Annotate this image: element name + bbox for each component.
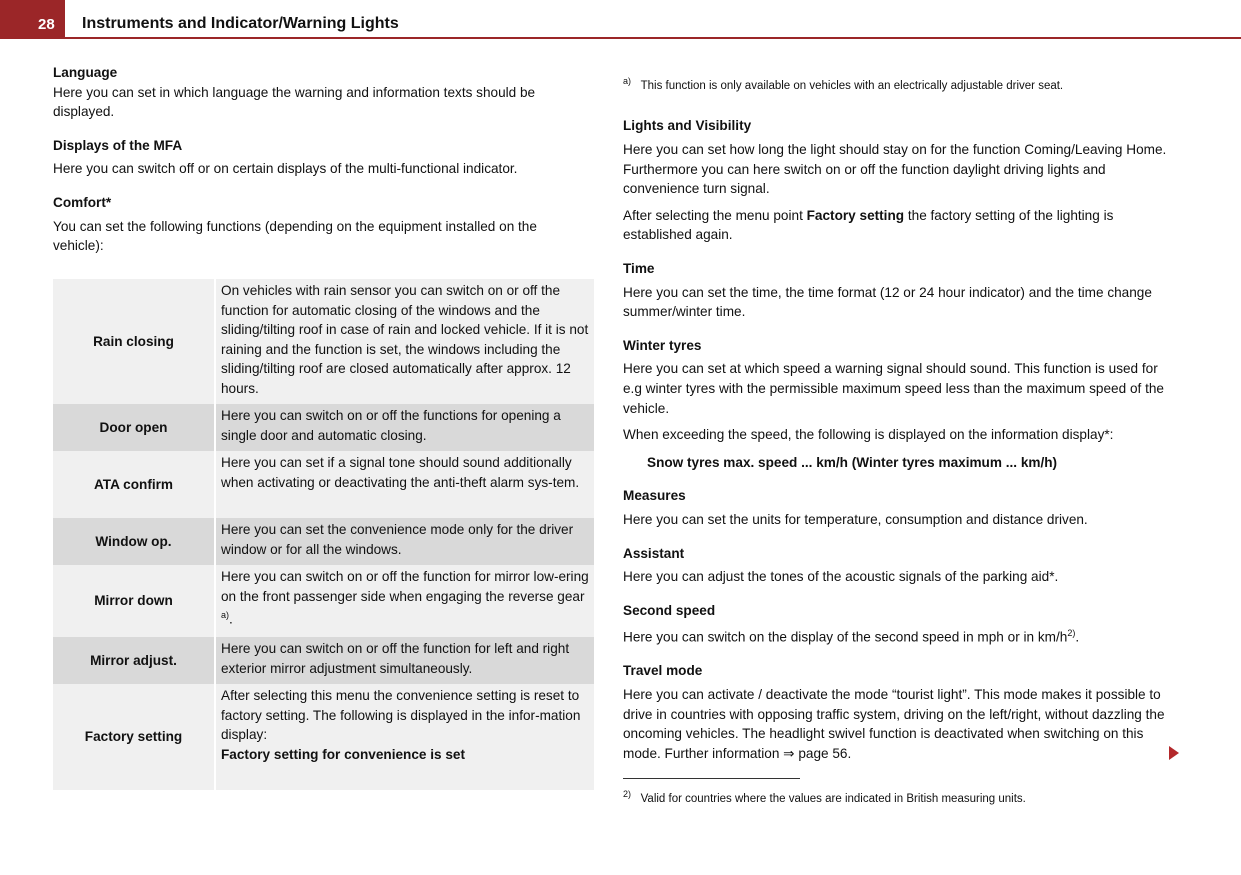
row-value: Here you can set if a signal tone should sound additionally when activating or deactivating the anti-theft alarm sys-tem.: [221, 455, 580, 490]
footnote-divider: [623, 778, 800, 779]
text-part: the factory setting of the lighting is established again.: [623, 207, 1114, 243]
table-row: [53, 518, 594, 565]
text-bold: Factory setting: [806, 207, 905, 223]
heading-time: Time: [623, 260, 655, 276]
footnote-mark: 2): [623, 789, 632, 799]
row-value: [215, 565, 594, 637]
row-key: Mirror adjust.: [53, 637, 215, 684]
row-key: Rain closing: [53, 279, 215, 404]
heading-assistant: Assistant: [623, 545, 685, 561]
heading-winter: Winter tyres: [623, 337, 702, 353]
table-row: [53, 565, 594, 637]
footnote-text: This function is only available on vehicles with an electrically adjustable driver seat.: [640, 79, 1064, 92]
row-value-text: After selecting this menu the convenience setting is reset to factory setting. The following is displayed in the infor-mation display:: [221, 688, 581, 743]
footnote-ref: a): [221, 610, 230, 621]
header-accent: [0, 0, 65, 38]
footnote-2: [623, 789, 1026, 805]
text-measures: Here you can set the units for temperature, consumption and distance driven.: [623, 511, 1088, 527]
row-value: Here you can switch on or off the function for left and right exterior mirror adjustment simultaneously.: [221, 641, 570, 676]
text-part: After selecting the menu point: [623, 207, 807, 223]
text-lights-factory: [623, 206, 1168, 245]
footnote-ref: 2): [1067, 628, 1076, 639]
left-column: [53, 63, 578, 256]
header-rule: [0, 37, 1241, 39]
text-travel: Here you can activate / deactivate the mode “tourist light”. This mode makes it possible to drive in countries with opposing traffic system, driving on the left/right, without dazzling the oncoming vehicles. The headlight swivel function is deactivated when switching on this mode. Further information ⇒ page 56.: [623, 687, 1165, 761]
page-title: Instruments and Indicator/Warning Lights: [82, 15, 399, 32]
text-assistant: Here you can adjust the tones of the acoustic signals of the parking aid*.: [623, 569, 1059, 585]
heading-comfort: Comfort*: [53, 194, 112, 210]
text-winter: Here you can set at which speed a warning signal should sound. This function is used for e.g winter tyres with the permissible maximum speed less than the maximum speed of the vehicle.: [623, 361, 1164, 416]
row-value-end: .: [229, 611, 233, 627]
footnote-a: [623, 72, 1168, 96]
row-value-display: Factory setting for convenience is set: [221, 746, 466, 762]
table-row: [53, 279, 594, 404]
footnote-text: Valid for countries where the values are indicated in British measuring units.: [640, 792, 1026, 805]
heading-mfa: Displays of the MFA: [53, 137, 183, 153]
row-key: ATA confirm: [53, 451, 215, 518]
row-value-text: Here you can switch on or off the function for mirror low-ering on the front passenger side when engaging the reverse gear: [221, 569, 589, 604]
row-value: [215, 684, 594, 790]
text-time: Here you can set the time, the time format (12 or 24 hour indicator) and the time change summer/winter time.: [623, 284, 1152, 320]
comfort-table: [53, 279, 594, 790]
table-row: [53, 451, 594, 518]
heading-second-speed: Second speed: [623, 602, 716, 618]
row-key: Factory setting: [53, 684, 215, 790]
text-part: Here you can switch on the display of the second speed in mph or in km/h: [623, 629, 1068, 645]
table-row: [53, 637, 594, 684]
row-key: Door open: [53, 404, 215, 451]
next-page-arrow-icon: [1169, 746, 1179, 760]
heading-language: Language: [53, 65, 118, 80]
right-column: [623, 72, 1168, 763]
text-lights: Here you can set how long the light should stay on for the function Coming/Leaving Home. Furthermore you can here switch on or off the function daylight driving lights and convenience turn signal.: [623, 142, 1167, 197]
row-key: Window op.: [53, 518, 215, 565]
text-second-speed: [623, 624, 1168, 647]
table-row: [53, 684, 594, 790]
row-value: On vehicles with rain sensor you can switch on or off the function for automatic closing of the windows and the sliding/tilting roof in case of rain and locked vehicle. If it is not raining and the function is set, the windows including the sliding/tilting roof are closed automatically after approx. 12 hours.: [221, 283, 589, 396]
text-mfa: Here you can switch off or on certain displays of the multi-functional indicator.: [53, 161, 518, 177]
text-comfort: You can set the following functions (depending on the equipment installed on the vehicle):: [53, 218, 537, 254]
heading-travel: Travel mode: [623, 663, 703, 679]
heading-lights: Lights and Visibility: [623, 118, 752, 134]
winter-display-text: Snow tyres max. speed ... km/h (Winter tyres maximum ... km/h): [647, 454, 1058, 470]
table-row: [53, 404, 594, 451]
text-winter-2: When exceeding the speed, the following is displayed on the information display*:: [623, 427, 1114, 443]
text-language: Here you can set in which language the warning and information texts should be displayed.: [53, 84, 536, 120]
row-key: Mirror down: [53, 565, 215, 637]
footnote-mark: a): [623, 76, 632, 86]
row-value: Here you can set the convenience mode only for the driver window or for all the windows.: [221, 522, 574, 557]
text-part: .: [1075, 629, 1080, 645]
row-value: Here you can switch on or off the functions for opening a single door and automatic closing.: [221, 408, 561, 443]
heading-measures: Measures: [623, 488, 686, 504]
page-number: 28: [38, 16, 55, 33]
